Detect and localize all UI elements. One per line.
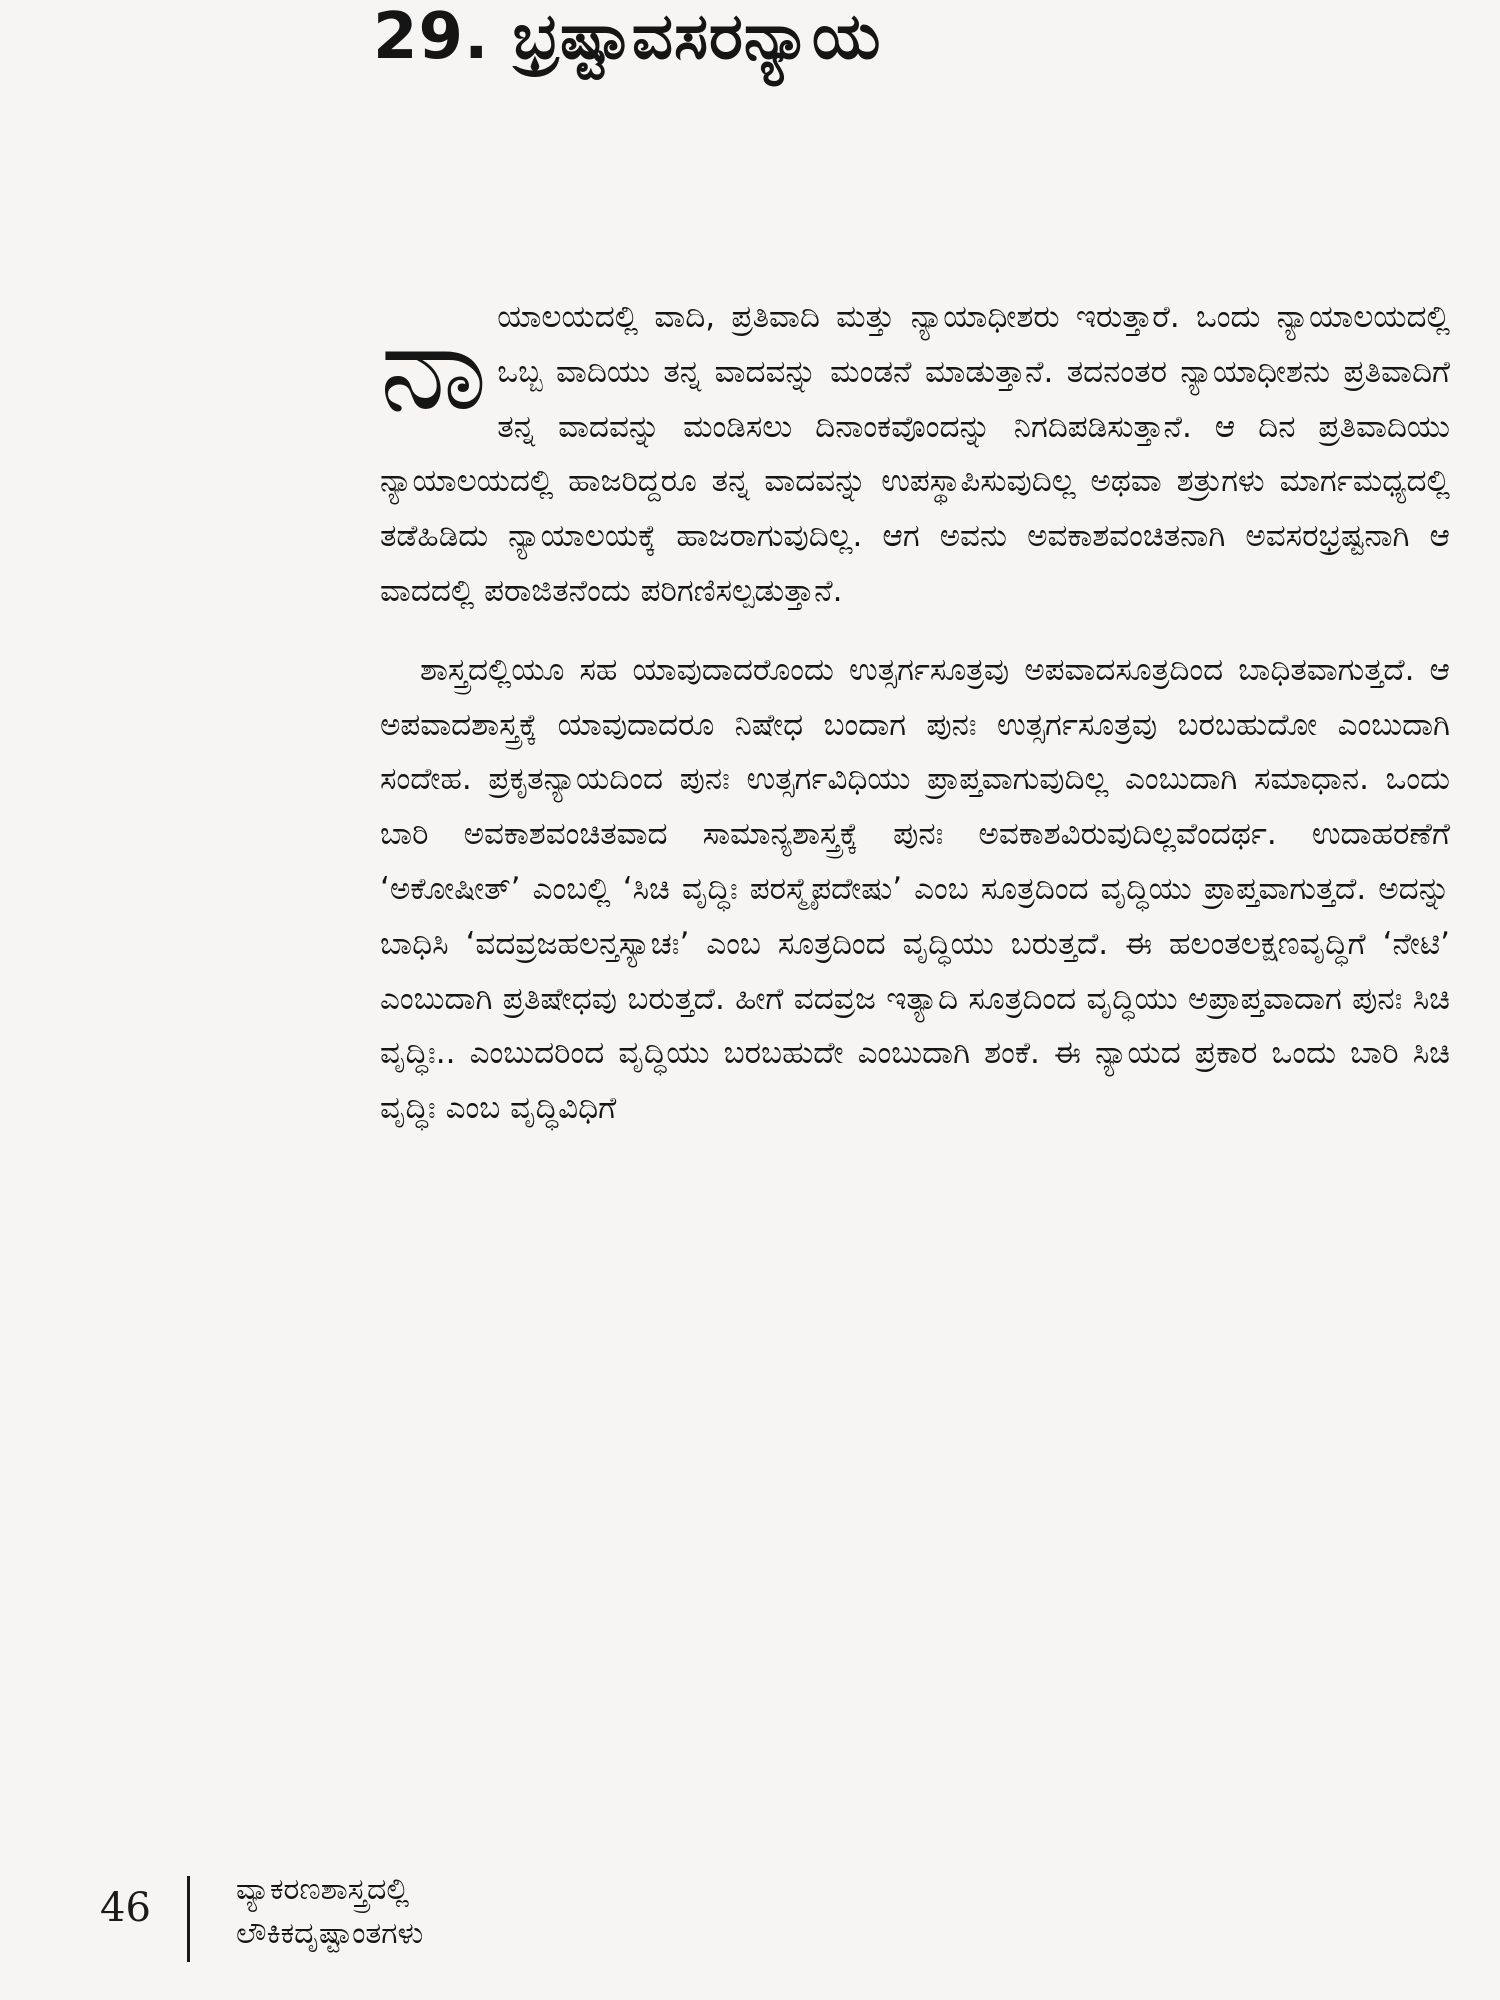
body-text: [380, 290, 1450, 1136]
chapter-title: 29. ಭ್ರಷ್ಟಾವಸರನ್ಯಾಯ: [373, 0, 882, 74]
drop-cap: ನಾ: [380, 298, 486, 436]
book-title-line-1: ವ್ಯಾಕರಣಶಾಸ್ತ್ರದಲ್ಲಿ: [236, 1872, 410, 1907]
page-number: 46: [100, 1885, 151, 1931]
footer-divider: [187, 1876, 190, 1962]
paragraph-1: [380, 290, 1450, 619]
paragraph-2: ಶಾಸ್ತ್ರದಲ್ಲಿಯೂ ಸಹ ಯಾವುದಾದರೊಂದು ಉತ್ಸರ್ಗಸೂತ್ರವು ಅಪವಾದಸೂತ್ರದಿಂದ ಬಾಧಿತವಾಗುತ್ತದೆ. ಆ ಅಪವಾದಶಾಸ್ತ್ರಕ್ಕೆ ಯಾವುದಾದರೂ ನಿಷೇಧ ಬಂದಾಗ ಪುನಃ ಉತ್ಸರ್ಗಸೂತ್ರವು ಬರಬಹುದೋ ಎಂಬುದಾಗಿ ಸಂದೇಹ. ಪ್ರಕೃತನ್ಯಾಯದಿಂದ ಪುನಃ ಉತ್ಸರ್ಗವಿಧಿಯು ಪ್ರಾಪ್ತವಾಗುವುದಿಲ್ಲ ಎಂಬುದಾಗಿ ಸಮಾಧಾನ. ಒಂದು ಬಾರಿ ಅವಕಾಶವಂಚಿತವಾದ ಸಾಮಾನ್ಯಶಾಸ್ತ್ರಕ್ಕೆ ಪುನಃ ಅವಕಾಶವಿರುವುದಿಲ್ಲವೆಂದರ್ಥ. ಉದಾಹರಣೆಗೆ ‘ಅಕೋಷೀತ್’ ಎಂಬಲ್ಲಿ ‘ಸಿಚಿ ವೃದ್ಧಿಃ ಪರಸ್ಮೈಪದೇಷು’ ಎಂಬ ಸೂತ್ರದಿಂದ ವೃದ್ಧಿಯು ಪ್ರಾಪ್ತವಾಗುತ್ತದೆ. ಅದನ್ನು ಬಾಧಿಸಿ ‘ವದವ್ರಜಹಲನ್ತಸ್ಯಾಚಃ’ ಎಂಬ ಸೂತ್ರದಿಂದ ವೃದ್ಧಿಯು ಬರುತ್ತದೆ. ಈ ಹಲಂತಲಕ್ಷಣವೃದ್ಧಿಗೆ ‘ನೇಟಿ’ ಎಂಬುದಾಗಿ ಪ್ರತಿಷೇಧವು ಬರುತ್ತದೆ. ಹೀಗೆ ವದವ್ರಜ ಇತ್ಯಾದಿ ಸೂತ್ರದಿಂದ ವೃದ್ಧಿಯು ಅಪ್ರಾಪ್ತವಾದಾಗ ಪುನಃ ಸಿಚಿ ವೃದ್ಧಿಃ.. ಎಂಬುದರಿಂದ ವೃದ್ಧಿಯು ಬರಬಹುದೇ ಎಂಬುದಾಗಿ ಶಂಕೆ. ಈ ನ್ಯಾಯದ ಪ್ರಕಾರ ಒಂದು ಬಾರಿ ಸಿಚಿ ವೃದ್ಧಿಃ ಎಂಬ ವೃದ್ಧಿವಿಧಿಗೆ: [380, 651, 1450, 1127]
book-title-line-2: ಲೌಕಿಕದೃಷ್ಟಾಂತಗಳು: [236, 1916, 424, 1951]
running-book-title: [236, 1868, 423, 1956]
paragraph-1-text: ಯಾಲಯದಲ್ಲಿ ವಾದಿ, ಪ್ರತಿವಾದಿ ಮತ್ತು ನ್ಯಾಯಾಧೀಶರು ಇರುತ್ತಾರೆ. ಒಂದು ನ್ಯಾಯಾಲಯದಲ್ಲಿ ಒಬ್ಬ ವಾದಿಯು ತನ್ನ ವಾದವನ್ನು ಮಂಡನೆ ಮಾಡುತ್ತಾನೆ. ತದನಂತರ ನ್ಯಾಯಾಧೀಶನು ಪ್ರತಿವಾದಿಗೆ ತನ್ನ ವಾದವನ್ನು ಮಂಡಿಸಲು ದಿನಾಂಕವೊಂದನ್ನು ನಿಗದಿಪಡಿಸುತ್ತಾನೆ. ಆ ದಿನ ಪ್ರತಿವಾದಿಯು ನ್ಯಾಯಾಲಯದಲ್ಲಿ ಹಾಜರಿದ್ದರೂ ತನ್ನ ವಾದವನ್ನು ಉಪಸ್ಥಾಪಿಸುವುದಿಲ್ಲ ಅಥವಾ ಶತ್ರುಗಳು ಮಾರ್ಗಮಧ್ಯದಲ್ಲಿ ತಡೆಹಿಡಿದು ನ್ಯಾಯಾಲಯಕ್ಕೆ ಹಾಜರಾಗುವುದಿಲ್ಲ. ಆಗ ಅವನು ಅವಕಾಶವಂಚಿತನಾಗಿ ಅವಸರಭ್ರಷ್ಟನಾಗಿ ಆ ವಾದದಲ್ಲಿ ಪರಾಜಿತನೆಂದು ಪರಿಗಣಿಸಲ್ಪಡುತ್ತಾನೆ.: [380, 299, 1450, 609]
